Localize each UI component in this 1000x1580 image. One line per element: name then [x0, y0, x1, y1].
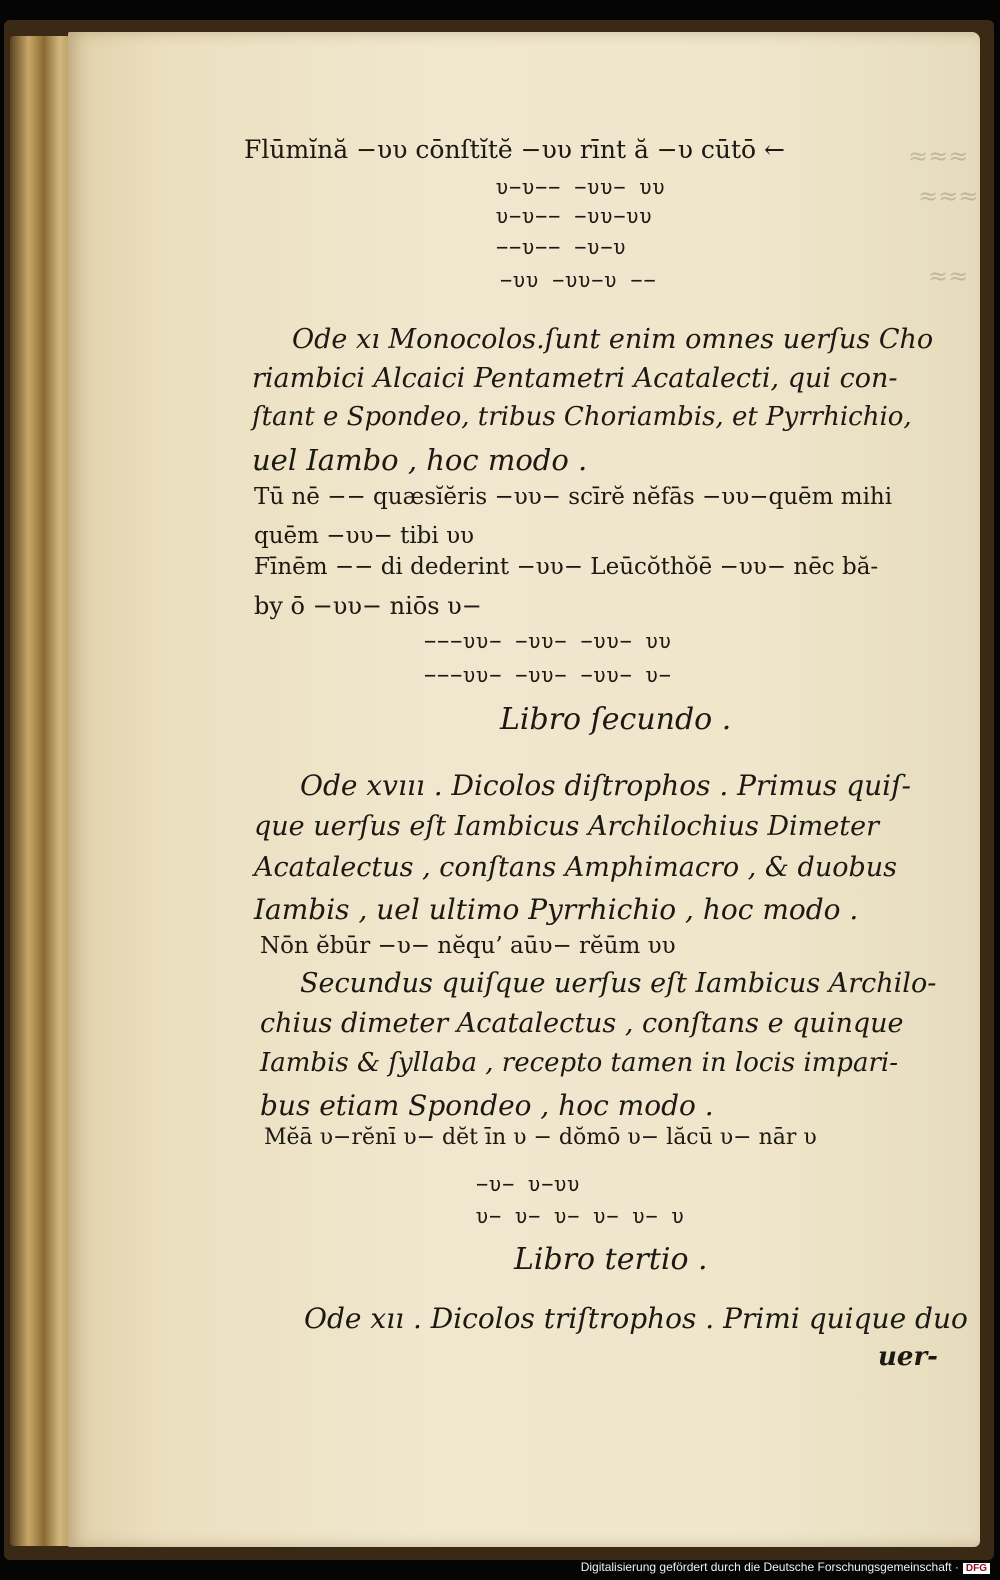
text-line: Flūmĭnă −υυ cōnſtĭtĕ −υυ rīnt ă −υ cūtō ←: [244, 135, 785, 164]
scansion-line: υ− υ− υ− υ− υ− υ: [476, 1204, 685, 1228]
text-line: Nōn ĕbūr −υ− nĕqu’ aūυ− rĕūm υυ: [260, 933, 676, 959]
footer-text: Digitalisierung gefördert durch die Deutsche Forschungsgemeinschaft ·: [580, 1560, 959, 1574]
section-heading: Libro tertio .: [514, 1242, 708, 1277]
section-heading: Libro ſecundo .: [500, 702, 732, 737]
text-line: Iambis , uel ultimo Pyrrhichio , hoc modo .: [254, 893, 859, 926]
text-line: Iambis & ſyllaba , recepto tamen in locis impari-: [260, 1048, 898, 1078]
text-line: bus etiam Spondeo , hoc modo .: [260, 1089, 714, 1122]
text-line: que uerſus eſt Iambicus Archilochius Dimeter: [254, 811, 879, 842]
text-line: Mĕā υ−rĕnī υ− dĕt īn υ − dŏmō υ− lăcū υ− nār υ: [264, 1125, 817, 1150]
book-page: [68, 32, 980, 1547]
scansion-line: −υυ −υυ−υ −−: [500, 268, 657, 292]
text-line: by ō −υυ− niōs υ−: [254, 592, 482, 620]
text-line: Secundus quiſque uerſus eſt Iambicus Archilo-: [300, 968, 937, 999]
catchword: uer-: [878, 1342, 938, 1372]
text-line: Tū nē −− quæsĭĕris −υυ− scīrĕ nĕfās −υυ−quēm mihi: [254, 484, 893, 510]
show-through: ≈≈: [928, 262, 969, 290]
scansion-line: υ−υ−− −υυ− υυ: [496, 175, 666, 199]
text-line: ſtant e Spondeo, tribus Choriambis, et Pyrrhichio,: [252, 402, 912, 432]
text-line: Fīnēm −− di dederint −υυ− Leūcŏthŏē −υυ− nēc bă-: [254, 554, 879, 580]
text-line: Acatalectus , conſtans Amphimacro , & duobus: [254, 852, 897, 883]
text-line: Ode xvııı . Dicolos diſtrophos . Primus quiſ-: [300, 769, 911, 802]
text-line: uel Iambo , hoc modo .: [252, 443, 588, 477]
text-line: quēm −υυ− tibi υυ: [254, 523, 475, 549]
scansion-line: −υ− υ−υυ: [476, 1172, 581, 1196]
scansion-line: −−−υυ− −υυ− −υυ− υ−: [424, 663, 672, 687]
scansion-line: −−υ−− −υ−υ: [496, 235, 627, 259]
text-line: Ode xıı . Dicolos triſtrophos . Primi quique duo: [304, 1302, 968, 1335]
text-line: riambici Alcaici Pentametri Acatalecti, qui con-: [252, 363, 898, 394]
scansion-line: −−−υυ− −υυ− −υυ− υυ: [424, 629, 672, 653]
show-through: ≈≈≈: [908, 142, 969, 170]
digitization-credit: [581, 1560, 990, 1574]
page-edges: [10, 36, 72, 1546]
text-line: chius dimeter Acatalectus , conſtans e quinque: [260, 1008, 904, 1039]
dfg-logo: DFG: [963, 1563, 990, 1574]
scansion-line: υ−υ−− −υυ−υυ: [496, 204, 653, 228]
text-line: Ode xı Monocolos.ſunt enim omnes uerſus Cho: [292, 324, 934, 355]
show-through: ≈≈≈: [918, 182, 979, 210]
